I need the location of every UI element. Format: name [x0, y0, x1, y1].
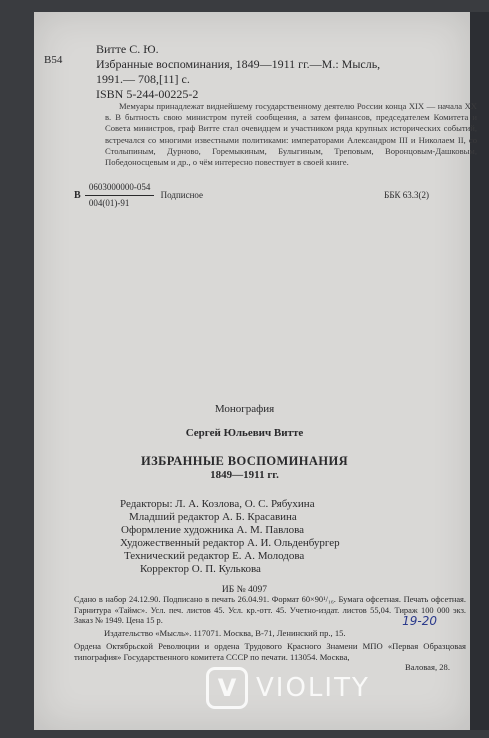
abstract-text: Мемуары принадлежат виднейшему государственному деятелю России конца XIX — начала XX в. В бытность свою министром путей сообщения, а затем финансов, председателем Комитета и Совета министров, граф Витте стал очевидцем и участником ряда крупных исторических событий, встречался со многими известными политиками: императорами Александром III и Николаем II, со Столыпиным, Дурново, Горемыкиным, Булыгиным, Треповым, Воронцовым-Дашковым, Победоносцевым и др., о чём интересно повествует в своей книге.	[105, 101, 477, 168]
catalog-entry	[96, 42, 380, 102]
genre: Монография	[214, 403, 275, 415]
catalog-author: Витте С. Ю.	[96, 42, 159, 56]
credit-line: Оформление художника А. М. Павлова	[121, 524, 305, 536]
classification-subscription: Подписное	[160, 190, 204, 200]
classification-fraction	[85, 181, 155, 210]
classification-letter: В	[74, 190, 81, 201]
book-title: ИЗБРАННЫЕ ВОСПОМИНАНИЯ	[140, 454, 349, 468]
credits	[120, 498, 340, 576]
tech-info-text: Сдано в набор 24.12.90. Подписано в печать 26.04.91. Формат 60×90¹/₁₆. Бумага офсетная. Печать офсетная. Гарнитура «Таймс». Усл. печ. листов 45. Усл. кр.-отт. 45. Учетно-издат. листов 55,04. Тираж 100 000 экз. Заказ № 1949. Цена 15 р.	[74, 595, 466, 625]
catalog-description-line2: 1991.— 708,[11] с.	[96, 72, 190, 86]
watermark	[206, 667, 370, 709]
credit-line: Художественный редактор А. И. Ольденбургер	[120, 537, 340, 549]
publisher-info: Издательство «Мысль». 117071. Москва, В-71, Ленинский пр., 15.	[104, 628, 346, 638]
author-full-name: Сергей Юльевич Витте	[185, 427, 304, 439]
printer-address: Валовая, 28.	[405, 662, 450, 673]
catalog-description-line1: Избранные воспоминания, 1849—1911 гг.—М.: Мысль,	[96, 57, 381, 71]
classification-block	[74, 181, 203, 210]
printer-text: Ордена Октябрьской Революции и ордена Трудового Красного Знамени МПО «Первая Образцовая типография» Государственного комитета СССР по печати. 113054. Москва,	[74, 641, 466, 662]
classification-numerator: 0603000000-054	[85, 181, 155, 196]
catalog-code: В54	[44, 54, 63, 66]
bbk-code: ББК 63.3(2)	[384, 190, 429, 200]
handwritten-price: 19-20	[402, 614, 437, 628]
credit-line: Редакторы: Л. А. Козлова, О. С. Рябухина	[120, 498, 315, 510]
watermark-text: VIOLITY	[256, 673, 370, 703]
catalog-isbn: ISBN 5-244-00225-2	[96, 87, 199, 101]
classification-denominator: 004(01)-91	[88, 198, 130, 208]
credit-line: Технический редактор Е. А. Молодова	[124, 550, 305, 562]
book-years: 1849—1911 гг.	[210, 469, 279, 481]
ib-number: ИБ № 4097	[221, 585, 268, 595]
watermark-logo-icon: V	[206, 667, 248, 709]
abstract	[105, 101, 477, 168]
credit-line: Младший редактор А. Б. Красавина	[129, 511, 297, 523]
credit-line: Корректор О. П. Кулькова	[140, 563, 261, 575]
